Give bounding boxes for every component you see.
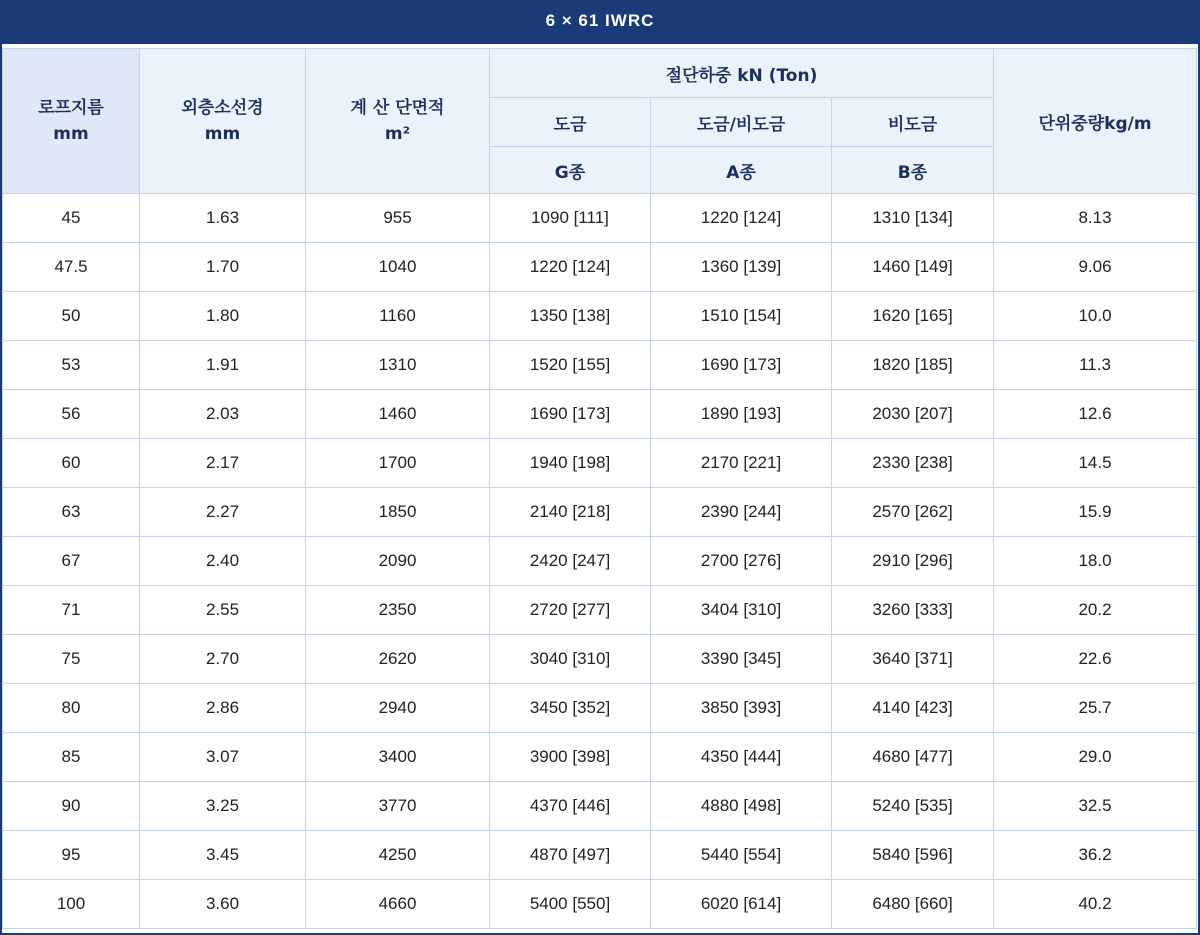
table-cell: 3260 [333] <box>832 586 994 635</box>
table-cell: 85 <box>3 733 140 782</box>
table-cell: 53 <box>3 341 140 390</box>
table-cell: 1850 <box>306 488 490 537</box>
table-cell: 15.9 <box>994 488 1197 537</box>
header-grade-a: A종 <box>651 147 832 194</box>
table-cell: 1690 [173] <box>651 341 832 390</box>
table-cell: 5440 [554] <box>651 831 832 880</box>
table-cell: 3.07 <box>140 733 306 782</box>
table-cell: 1.91 <box>140 341 306 390</box>
table-body <box>3 194 1197 929</box>
table-cell: 2390 [244] <box>651 488 832 537</box>
table-cell: 6480 [660] <box>832 880 994 929</box>
header-grade-b: B종 <box>832 147 994 194</box>
table-cell: 3.60 <box>140 880 306 929</box>
rope-spec-table <box>2 48 1197 929</box>
table-row <box>3 194 1197 243</box>
table-cell: 9.06 <box>994 243 1197 292</box>
header-area: 계 산 단면적 m² <box>306 49 490 194</box>
table-cell: 1090 [111] <box>490 194 651 243</box>
table-cell: 4880 [498] <box>651 782 832 831</box>
table-cell: 2.40 <box>140 537 306 586</box>
table-cell: 3640 [371] <box>832 635 994 684</box>
table-row <box>3 341 1197 390</box>
table-title: 6 × 61 IWRC <box>0 0 1200 44</box>
table-row <box>3 831 1197 880</box>
table-cell: 47.5 <box>3 243 140 292</box>
table-cell: 2.70 <box>140 635 306 684</box>
table-cell: 20.2 <box>994 586 1197 635</box>
table-cell: 18.0 <box>994 537 1197 586</box>
table-cell: 67 <box>3 537 140 586</box>
table-cell: 32.5 <box>994 782 1197 831</box>
table-row <box>3 390 1197 439</box>
table-cell: 3900 [398] <box>490 733 651 782</box>
table-cell: 3040 [310] <box>490 635 651 684</box>
table-cell: 100 <box>3 880 140 929</box>
table-cell: 1520 [155] <box>490 341 651 390</box>
table-cell: 1220 [124] <box>651 194 832 243</box>
table-cell: 29.0 <box>994 733 1197 782</box>
table-cell: 2700 [276] <box>651 537 832 586</box>
table-cell: 1040 <box>306 243 490 292</box>
header-ungalvanized: 비도금 <box>832 98 994 147</box>
table-cell: 25.7 <box>994 684 1197 733</box>
table-cell: 60 <box>3 439 140 488</box>
table-cell: 4370 [446] <box>490 782 651 831</box>
table-cell: 2.17 <box>140 439 306 488</box>
table-cell: 2420 [247] <box>490 537 651 586</box>
table-cell: 2.86 <box>140 684 306 733</box>
table-cell: 2940 <box>306 684 490 733</box>
table-cell: 3404 [310] <box>651 586 832 635</box>
table-cell: 10.0 <box>994 292 1197 341</box>
table-cell: 4660 <box>306 880 490 929</box>
table-cell: 3390 [345] <box>651 635 832 684</box>
table-cell: 4250 <box>306 831 490 880</box>
table-cell: 6020 [614] <box>651 880 832 929</box>
table-cell: 1360 [139] <box>651 243 832 292</box>
table-cell: 1350 [138] <box>490 292 651 341</box>
table-cell: 4350 [444] <box>651 733 832 782</box>
table-cell: 1690 [173] <box>490 390 651 439</box>
table-cell: 1.63 <box>140 194 306 243</box>
table-cell: 2030 [207] <box>832 390 994 439</box>
table-cell: 95 <box>3 831 140 880</box>
table-cell: 1510 [154] <box>651 292 832 341</box>
table-cell: 1460 <box>306 390 490 439</box>
table-cell: 56 <box>3 390 140 439</box>
table-cell: 36.2 <box>994 831 1197 880</box>
table-cell: 1.80 <box>140 292 306 341</box>
table-cell: 3450 [352] <box>490 684 651 733</box>
table-cell: 22.6 <box>994 635 1197 684</box>
table-cell: 11.3 <box>994 341 1197 390</box>
table-cell: 2090 <box>306 537 490 586</box>
table-cell: 71 <box>3 586 140 635</box>
table-row <box>3 586 1197 635</box>
table-cell: 2910 [296] <box>832 537 994 586</box>
table-row <box>3 243 1197 292</box>
header-galv-ungalv: 도금/비도금 <box>651 98 832 147</box>
table-row <box>3 537 1197 586</box>
table-cell: 1310 [134] <box>832 194 994 243</box>
table-row <box>3 733 1197 782</box>
table-cell: 2140 [218] <box>490 488 651 537</box>
table-cell: 4140 [423] <box>832 684 994 733</box>
table-cell: 5400 [550] <box>490 880 651 929</box>
table-cell: 2.03 <box>140 390 306 439</box>
table-cell: 3770 <box>306 782 490 831</box>
table-cell: 2.27 <box>140 488 306 537</box>
table-cell: 3850 [393] <box>651 684 832 733</box>
table-cell: 1940 [198] <box>490 439 651 488</box>
table-cell: 1620 [165] <box>832 292 994 341</box>
table-cell: 5840 [596] <box>832 831 994 880</box>
table-cell: 3.25 <box>140 782 306 831</box>
table-cell: 12.6 <box>994 390 1197 439</box>
table-cell: 80 <box>3 684 140 733</box>
table-cell: 2350 <box>306 586 490 635</box>
header-rope-diameter: 로프지름 mm <box>3 49 140 194</box>
table-cell: 1820 [185] <box>832 341 994 390</box>
table-cell: 1220 [124] <box>490 243 651 292</box>
table-cell: 1700 <box>306 439 490 488</box>
table-row <box>3 684 1197 733</box>
table-row <box>3 439 1197 488</box>
table-cell: 2720 [277] <box>490 586 651 635</box>
header-galvanized: 도금 <box>490 98 651 147</box>
table-row <box>3 880 1197 929</box>
table-cell: 40.2 <box>994 880 1197 929</box>
table-cell: 3400 <box>306 733 490 782</box>
table-cell: 2170 [221] <box>651 439 832 488</box>
table-cell: 5240 [535] <box>832 782 994 831</box>
table-cell: 2.55 <box>140 586 306 635</box>
table-cell: 4680 [477] <box>832 733 994 782</box>
table-cell: 63 <box>3 488 140 537</box>
table-cell: 14.5 <box>994 439 1197 488</box>
table-cell: 1460 [149] <box>832 243 994 292</box>
table-cell: 50 <box>3 292 140 341</box>
header-breaking-load: 절단하중 kN (Ton) <box>490 49 994 98</box>
header-grade-g: G종 <box>490 147 651 194</box>
table-cell: 955 <box>306 194 490 243</box>
table-row <box>3 292 1197 341</box>
header-outer-wire: 외층소선경 mm <box>140 49 306 194</box>
table-cell: 1160 <box>306 292 490 341</box>
table-cell: 75 <box>3 635 140 684</box>
table-cell: 90 <box>3 782 140 831</box>
table-row <box>3 635 1197 684</box>
table-cell: 45 <box>3 194 140 243</box>
table-cell: 2570 [262] <box>832 488 994 537</box>
table-cell: 1890 [193] <box>651 390 832 439</box>
table-cell: 8.13 <box>994 194 1197 243</box>
header-unit-weight: 단위중량kg/m <box>994 49 1197 194</box>
table-cell: 2620 <box>306 635 490 684</box>
table-frame <box>0 44 1200 935</box>
table-cell: 1.70 <box>140 243 306 292</box>
table-cell: 2330 [238] <box>832 439 994 488</box>
table-cell: 4870 [497] <box>490 831 651 880</box>
table-row <box>3 782 1197 831</box>
table-cell: 3.45 <box>140 831 306 880</box>
table-cell: 1310 <box>306 341 490 390</box>
table-row <box>3 488 1197 537</box>
